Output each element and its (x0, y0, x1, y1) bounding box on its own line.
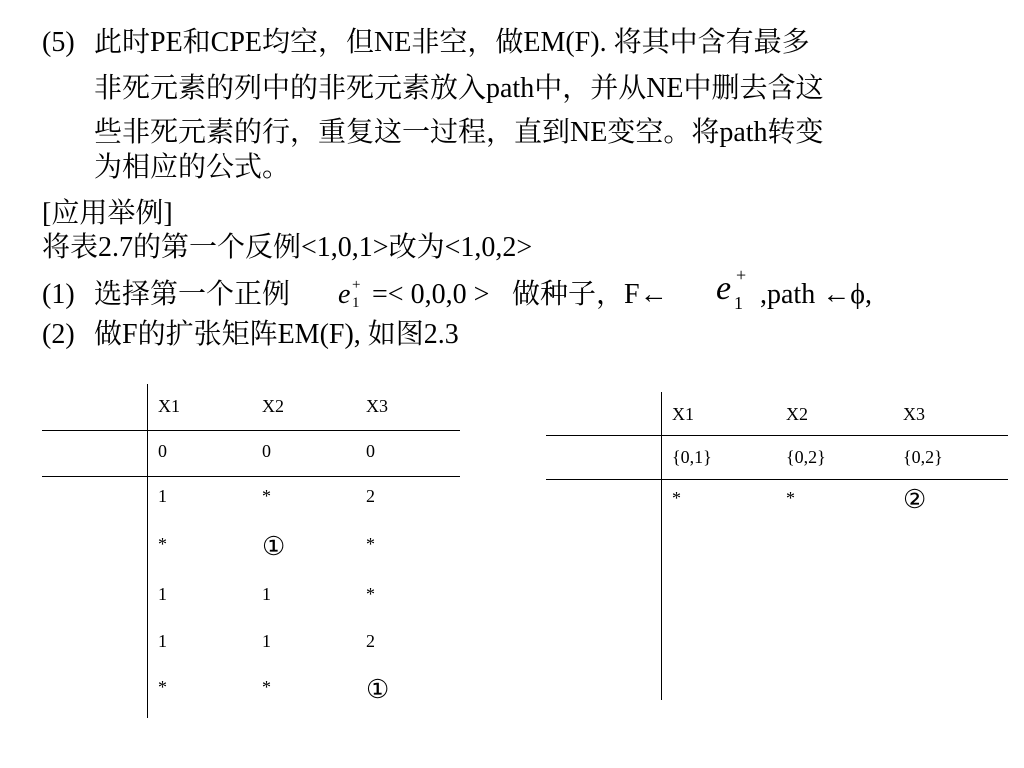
right-table-vertical-divider (661, 392, 662, 700)
right-formula-x1: {0,1} (672, 447, 712, 467)
path-init: ,path ←ϕ, (760, 279, 872, 310)
step2-marker: (2) (42, 319, 75, 350)
step2-text: 做F的扩张矩阵EM(F), 如图2.3 (94, 319, 459, 350)
left-cell: 1 (262, 631, 271, 651)
left-table-header-rule (42, 430, 460, 431)
right-formula-x2: {0,2} (786, 447, 826, 467)
left-header-x1: X1 (158, 396, 180, 416)
left-cell: * (262, 486, 271, 506)
left-table-vertical-divider (147, 384, 148, 718)
step5-marker: (5) (42, 27, 75, 58)
example-heading: [应用举例] (42, 198, 173, 229)
left-cell: 1 (262, 584, 271, 604)
right-header-x3: X3 (903, 404, 925, 424)
left-cell: 2 (366, 486, 375, 506)
left-cell: 1 (158, 631, 167, 651)
step5-line-2: 非死元素的列中的非死元素放入path中，并从NE中删去含这 (94, 73, 824, 104)
left-formula-x2: 0 (262, 441, 271, 461)
right-table-header-rule (546, 435, 1008, 436)
left-cell: 1 (158, 486, 167, 506)
left-header-x2: X2 (262, 396, 284, 416)
left-cell: 2 (366, 631, 375, 651)
right-table-formula-rule (546, 479, 1008, 480)
left-circled-cell: ① (262, 532, 286, 561)
seed-equation: =< 0,0,0 > (372, 279, 490, 310)
right-formula-x3: {0,2} (903, 447, 943, 467)
formula-example-subscript: 1 (734, 293, 743, 313)
positive-example-subscript: 1 (352, 295, 360, 311)
left-circled-cell: ① (366, 675, 390, 704)
step1-seed-text: 做种子，F← (512, 279, 668, 310)
positive-example-superscript: + (352, 277, 361, 293)
left-cell: * (366, 584, 375, 604)
formula-example-superscript: + (736, 265, 747, 285)
right-header-x2: X2 (786, 404, 808, 424)
left-cell: * (158, 534, 167, 554)
left-header-x3: X3 (366, 396, 388, 416)
formula-example-symbol: e (716, 270, 732, 307)
right-cell: * (786, 488, 795, 508)
right-cell: * (672, 488, 681, 508)
step5-line-4: 为相应的公式。 (94, 152, 291, 183)
left-formula-x1: 0 (158, 441, 167, 461)
change-line: 将表2.7的第一个反例<1,0,1>改为<1,0,2> (42, 232, 533, 263)
positive-example-symbol: e (338, 279, 351, 310)
left-cell: * (262, 677, 271, 697)
step5-line-1: 此时PE和CPE均空，但NE非空，做EM(F). 将其中含有最多 (94, 27, 810, 58)
step5-line-3: 些非死元素的行，重复这一过程，直到NE变空。将path转变 (94, 117, 824, 148)
step1-marker: (1) (42, 279, 75, 310)
left-cell: * (366, 534, 375, 554)
left-formula-x3: 0 (366, 441, 375, 461)
left-table-formula-rule (42, 476, 460, 477)
right-header-x1: X1 (672, 404, 694, 424)
left-cell: 1 (158, 584, 167, 604)
right-circled-cell: ② (903, 485, 927, 514)
left-cell: * (158, 677, 167, 697)
step1-text: 选择第一个正例 (94, 279, 291, 310)
